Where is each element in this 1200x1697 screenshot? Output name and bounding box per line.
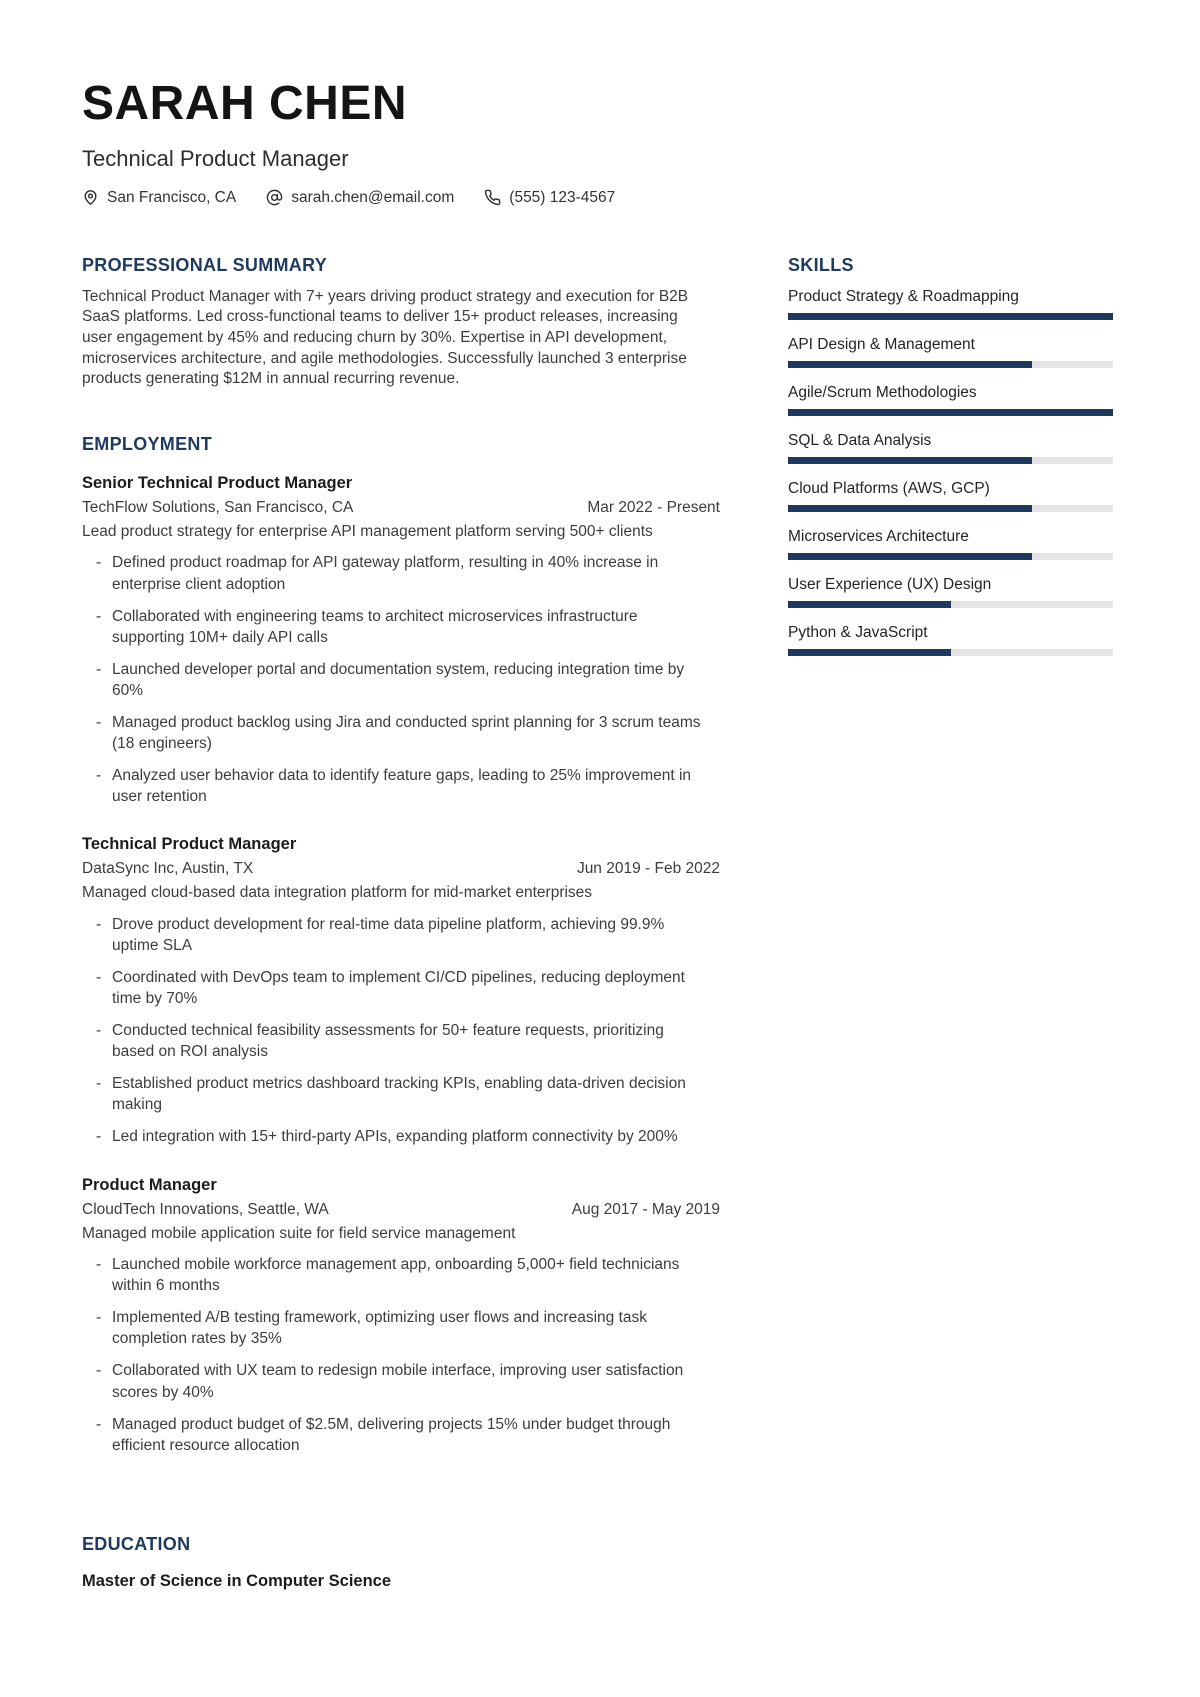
job-bullet: - Led integration with 15+ third-party APIs, expanding platform connectivity by 200% bbox=[82, 1126, 707, 1147]
location-pin-icon bbox=[82, 189, 99, 206]
job-title: Senior Technical Product Manager bbox=[82, 473, 353, 492]
employment-section bbox=[82, 434, 720, 1456]
contact-location-text: San Francisco, CA bbox=[107, 188, 237, 206]
skill-label: Cloud Platforms (AWS, GCP) bbox=[788, 479, 990, 497]
at-sign-icon bbox=[266, 189, 283, 206]
skill-label: Python & JavaScript bbox=[788, 623, 928, 641]
contact-location bbox=[82, 189, 236, 207]
main-column bbox=[82, 255, 720, 1591]
skills-list bbox=[788, 287, 1113, 656]
job-dates: Jun 2019 - Feb 2022 bbox=[576, 860, 720, 878]
contact-phone-text: (555) 123-4567 bbox=[509, 188, 616, 206]
skill-progress-track bbox=[788, 409, 1113, 416]
job-bullet: - Established product metrics dashboard tracking KPIs, enabling data-driven decision making bbox=[82, 1073, 707, 1115]
skill-label: User Experience (UX) Design bbox=[788, 575, 992, 593]
skill-label: Product Strategy & Roadmapping bbox=[788, 287, 1019, 305]
skill-progress-fill bbox=[788, 601, 951, 608]
skill-progress-fill bbox=[788, 553, 1032, 560]
summary-heading: PROFESSIONAL SUMMARY bbox=[82, 254, 328, 275]
person-title: Technical Product Manager bbox=[82, 145, 349, 171]
summary-text: Technical Product Manager with 7+ years driving product strategy and execution for B2B SaaS platforms. Led cross-functional teams to deliver 15+ product releases, increasing user engagement by 45% and reducing churn by 30%. Expertise in API development, microservices architecture, and agile methodologies. Successfully launched 3 enterprise products generating $12M in annual recurring revenue. bbox=[82, 287, 689, 388]
skill-progress-fill bbox=[788, 649, 951, 656]
skill-progress-fill bbox=[788, 361, 1032, 368]
skill-progress-track bbox=[788, 505, 1113, 512]
job-company: DataSync Inc, Austin, TX bbox=[82, 860, 254, 878]
skill-item bbox=[788, 383, 1113, 416]
skill-label: Microservices Architecture bbox=[788, 527, 969, 545]
skill-item bbox=[788, 575, 1113, 608]
job-bullet: - Launched mobile workforce management app, onboarding 5,000+ field technicians within 6 months bbox=[82, 1254, 707, 1296]
job-bullets bbox=[82, 1254, 707, 1456]
skill-progress-fill bbox=[788, 457, 1032, 464]
job-meta-row bbox=[82, 499, 720, 517]
skill-label: API Design & Management bbox=[788, 335, 975, 353]
skill-progress-track bbox=[788, 601, 1113, 608]
job-bullets bbox=[82, 552, 707, 807]
contact-phone bbox=[484, 189, 615, 207]
jobs-list bbox=[82, 474, 720, 1456]
job-bullet: - Drove product development for real-time data pipeline platform, achieving 99.9% uptime SLA bbox=[82, 914, 707, 956]
job-company: TechFlow Solutions, San Francisco, CA bbox=[82, 498, 354, 516]
job-bullet: - Collaborated with engineering teams to architect microservices infrastructure supporting 10M+ daily API calls bbox=[82, 606, 707, 648]
skill-label: Agile/Scrum Methodologies bbox=[788, 383, 977, 401]
job-description: Managed cloud-based data integration platform for mid-market enterprises bbox=[82, 884, 593, 902]
job-bullet: - Conducted technical feasibility assessments for 50+ feature requests, prioritizing based on ROI analysis bbox=[82, 1020, 707, 1062]
skill-progress-fill bbox=[788, 505, 1032, 512]
content-columns bbox=[82, 255, 1113, 1591]
skill-item bbox=[788, 335, 1113, 368]
job-bullet: - Defined product roadmap for API gateway platform, resulting in 40% increase in enterprise client adoption bbox=[82, 552, 707, 594]
employment-heading: EMPLOYMENT bbox=[82, 433, 213, 454]
education-heading: EDUCATION bbox=[82, 1533, 191, 1554]
resume-header bbox=[82, 78, 1113, 207]
skill-item bbox=[788, 527, 1113, 560]
skills-heading: SKILLS bbox=[788, 254, 854, 275]
job-meta-row bbox=[82, 860, 720, 878]
job-bullet: - Analyzed user behavior data to identify feature gaps, leading to 25% improvement in user retention bbox=[82, 765, 707, 807]
skill-progress-track bbox=[788, 553, 1113, 560]
job-entry bbox=[82, 835, 720, 1147]
job-description: Managed mobile application suite for field service management bbox=[82, 1224, 516, 1242]
contact-email-text: sarah.chen@email.com bbox=[291, 188, 455, 206]
job-bullets bbox=[82, 914, 707, 1148]
job-bullet: - Managed product backlog using Jira and conducted sprint planning for 3 scrum teams (18 engineers) bbox=[82, 712, 707, 754]
job-entry bbox=[82, 474, 720, 807]
person-name: SARAH CHEN bbox=[82, 77, 408, 130]
job-bullet: - Coordinated with DevOps team to implement CI/CD pipelines, reducing deployment time by 70% bbox=[82, 967, 707, 1009]
education-degree: Master of Science in Computer Science bbox=[82, 1571, 392, 1590]
job-dates: Aug 2017 - May 2019 bbox=[571, 1200, 720, 1218]
summary-section bbox=[82, 255, 720, 390]
job-bullet: - Collaborated with UX team to redesign mobile interface, improving user satisfaction scores by 40% bbox=[82, 1360, 707, 1402]
contact-row bbox=[82, 189, 1113, 207]
job-meta-row bbox=[82, 1201, 720, 1219]
job-title: Product Manager bbox=[82, 1175, 217, 1194]
skill-progress-track bbox=[788, 361, 1113, 368]
skill-progress-track bbox=[788, 457, 1113, 464]
job-bullet: - Launched developer portal and documentation system, reducing integration time by 60% bbox=[82, 659, 707, 701]
phone-icon bbox=[484, 189, 501, 206]
skill-progress-track bbox=[788, 649, 1113, 656]
skill-progress-fill bbox=[788, 409, 1113, 416]
skill-item bbox=[788, 431, 1113, 464]
job-company: CloudTech Innovations, Seattle, WA bbox=[82, 1200, 329, 1218]
skill-progress-fill bbox=[788, 313, 1113, 320]
skill-label: SQL & Data Analysis bbox=[788, 431, 932, 449]
contact-email bbox=[266, 189, 454, 207]
job-title: Technical Product Manager bbox=[82, 835, 297, 854]
skill-item bbox=[788, 287, 1113, 320]
job-dates: Mar 2022 - Present bbox=[587, 498, 720, 516]
job-bullet: - Implemented A/B testing framework, optimizing user flows and increasing task completion rates by 35% bbox=[82, 1307, 707, 1349]
skill-item bbox=[788, 479, 1113, 512]
skill-item bbox=[788, 623, 1113, 656]
job-bullet: - Managed product budget of $2.5M, delivering projects 15% under budget through efficient resource allocation bbox=[82, 1414, 707, 1456]
job-entry bbox=[82, 1176, 720, 1456]
education-section bbox=[82, 1534, 720, 1591]
skill-progress-track bbox=[788, 313, 1113, 320]
skills-sidebar bbox=[788, 255, 1113, 1591]
job-description: Lead product strategy for enterprise API management platform serving 500+ clients bbox=[82, 522, 653, 540]
